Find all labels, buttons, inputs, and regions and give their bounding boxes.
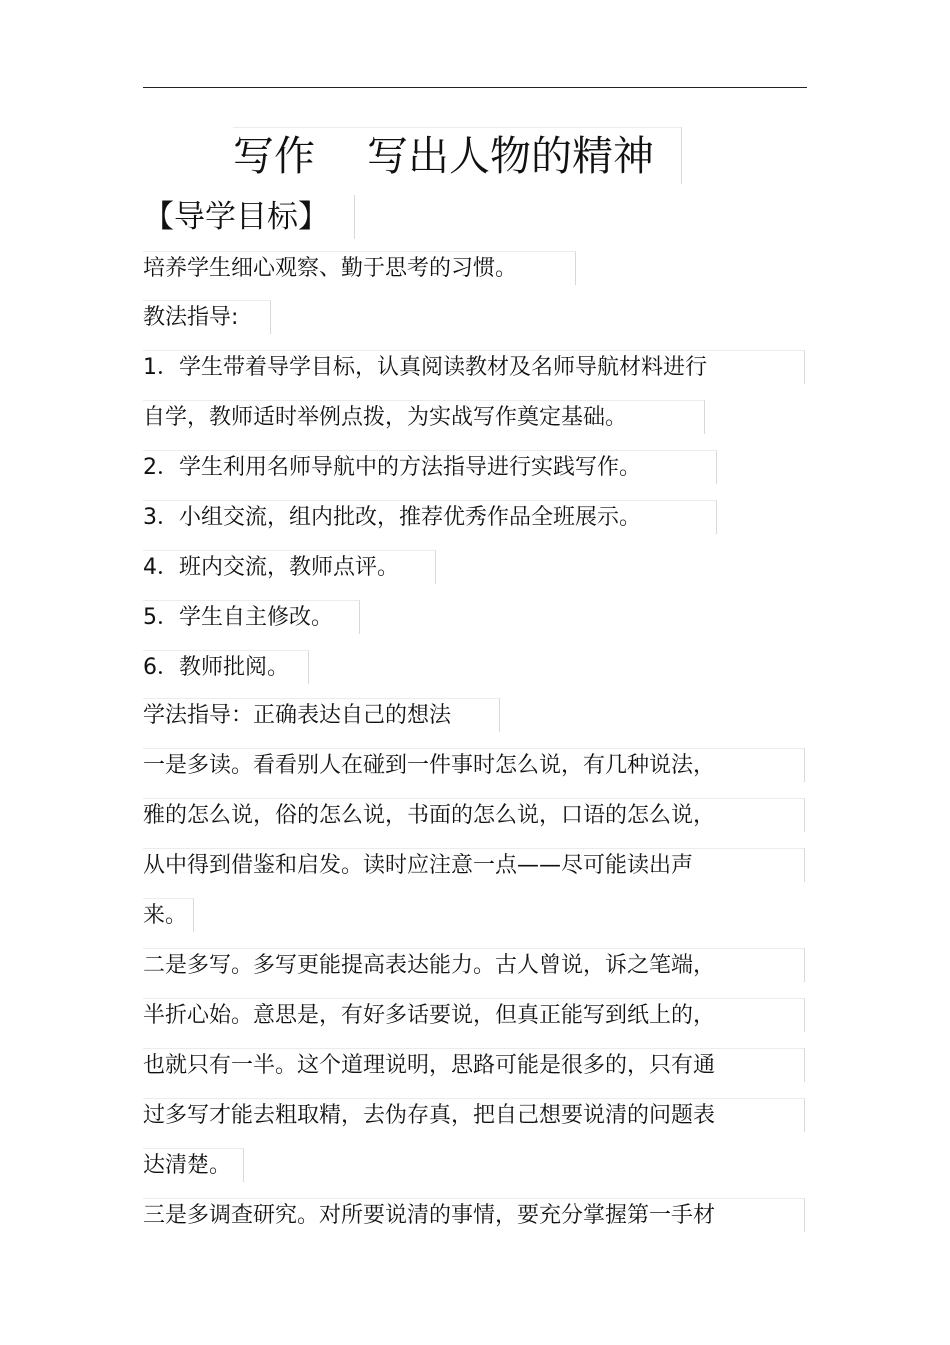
paragraph-line: 过多写才能去粗取精，去伪存真，把自己想要说清的问题表 xyxy=(143,1098,805,1132)
teaching-step-3: 3．小组交流，组内批改，推荐优秀作品全班展示。 xyxy=(143,500,717,534)
paragraph-line: 来。 xyxy=(143,898,194,932)
title-part-2: 写出人物的精神 xyxy=(367,132,654,180)
paragraph-line: 半折心始。意思是，有好多话要说，但真正能写到纸上的， xyxy=(143,998,805,1032)
teaching-step-6: 6．教师批阅。 xyxy=(143,650,309,684)
paragraph-line: 达清楚。 xyxy=(143,1148,244,1182)
section-heading: 【导学目标】 xyxy=(143,195,355,239)
top-rule xyxy=(143,87,807,88)
goal-line: 培养学生细心观察、勤于思考的习惯。 xyxy=(143,251,576,285)
teaching-guidance-label: 教法指导: xyxy=(143,300,271,334)
page-title xyxy=(233,127,682,184)
paragraph-line: 从中得到借鉴和启发。读时应注意一点——尽可能读出声 xyxy=(143,848,805,882)
learning-guidance-label: 学法指导：正确表达自己的想法 xyxy=(143,698,500,732)
paragraph-line: 一是多读。看看别人在碰到一件事时怎么说，有几种说法， xyxy=(143,748,805,782)
paragraph-line: 三是多调查研究。对所要说清的事情，要充分掌握第一手材 xyxy=(143,1198,805,1232)
title-part-1: 写作 xyxy=(233,132,315,180)
paragraph-line: 二是多写。多写更能提高表达能力。古人曾说，诉之笔端， xyxy=(143,948,805,982)
teaching-step-1-line-1: 1．学生带着导学目标，认真阅读教材及名师导航材料进行 xyxy=(143,350,805,384)
teaching-step-4: 4．班内交流，教师点评。 xyxy=(143,550,436,584)
teaching-step-2: 2．学生利用名师导航中的方法指导进行实践写作。 xyxy=(143,450,717,484)
paragraph-line: 雅的怎么说，俗的怎么说，书面的怎么说，口语的怎么说， xyxy=(143,798,805,832)
paragraph-line: 也就只有一半。这个道理说明，思路可能是很多的，只有通 xyxy=(143,1048,805,1082)
teaching-step-1-line-2: 自学，教师适时举例点拨，为实战写作奠定基础。 xyxy=(143,400,705,434)
teaching-step-5: 5．学生自主修改。 xyxy=(143,600,360,634)
